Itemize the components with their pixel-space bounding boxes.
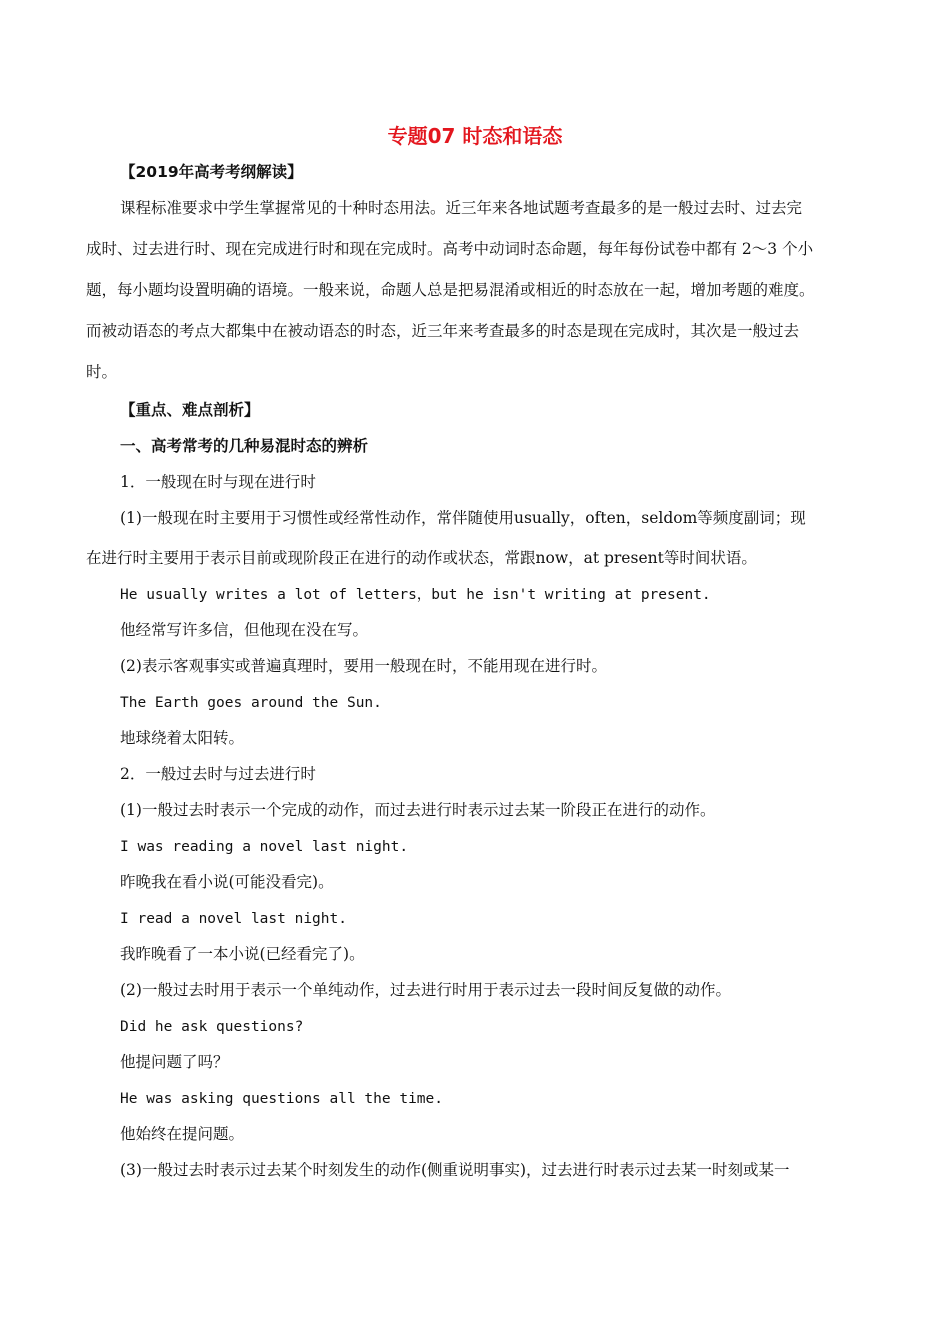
item1-rule1-line1: (1)一般现在时主要用于习惯性或经常性动作，常伴随使用usually，often，seldom等频度副词；现 xyxy=(120,509,806,527)
item2-rule1: (1)一般过去时表示一个完成的动作，而过去进行时表示过去某一阶段正在进行的动作。 xyxy=(120,801,716,819)
paragraph-line: 而被动语态的考点大都集中在被动语态的时态，近三年来考查最多的时态是现在完成时，其次是一般过去 xyxy=(86,322,800,340)
item1-example2-english: The Earth goes around the Sun. xyxy=(120,695,382,711)
item1-example1-chinese: 他经常写许多信，但他现在没在写。 xyxy=(120,621,369,639)
item2-example4-english: He was asking questions all the time. xyxy=(120,1091,444,1107)
paragraph-line: 时。 xyxy=(86,363,118,381)
keypoints-heading: 【重点、难点剖析】 xyxy=(120,401,260,419)
item2-example4-chinese: 他始终在提问题。 xyxy=(120,1125,245,1143)
item1-rule1-line2: 在进行时主要用于表示目前或现阶段正在进行的动作或状态，常跟now，at present等时间状语。 xyxy=(86,549,757,567)
item2-example2-chinese: 我昨晚看了一本小说(已经看完了)。 xyxy=(120,945,365,963)
document-title: 专题07 时态和语态 xyxy=(387,124,563,148)
syllabus-paragraph xyxy=(86,188,866,393)
item2-example3-english: Did he ask questions? xyxy=(120,1019,304,1035)
item2-rule2: (2)一般过去时用于表示一个单纯动作，过去进行时用于表示过去一段时间反复做的动作。 xyxy=(120,981,731,999)
item2-example1-chinese: 昨晚我在看小说(可能没看完)。 xyxy=(120,873,334,891)
item2-heading: 2．一般过去时与过去进行时 xyxy=(120,765,316,783)
item2-example1-english: I was reading a novel last night. xyxy=(120,839,409,855)
paragraph-line: 成时、过去进行时、现在完成进行时和现在完成时。高考中动词时态命题，每年每份试卷中都有 2～3 个小 xyxy=(86,240,814,258)
paragraph-line: 课程标准要求中学生掌握常见的十种时态用法。近三年来各地试题考查最多的是一般过去时、过去完 xyxy=(120,199,803,217)
syllabus-heading: 【2019年高考考纲解读】 xyxy=(120,163,303,181)
item1-example2-chinese: 地球绕着太阳转。 xyxy=(120,729,245,747)
item2-example2-english: I read a novel last night. xyxy=(120,911,347,927)
item1-example1-english: He usually writes a lot of letters，but he isn't writing at present. xyxy=(120,587,711,603)
item1-rule2: (2)表示客观事实或普遍真理时，要用一般现在时，不能用现在进行时。 xyxy=(120,657,607,675)
item2-rule3: (3)一般过去时表示过去某个时刻发生的动作(侧重说明事实)，过去进行时表示过去某一时刻或某一 xyxy=(120,1161,790,1179)
item2-example3-chinese: 他提问题了吗？ xyxy=(120,1053,229,1071)
paragraph-line: 题，每小题均设置明确的语境。一般来说，命题人总是把易混淆或相近的时态放在一起，增加考题的难度。 xyxy=(86,281,815,299)
keypoints-subheading: 一、高考常考的几种易混时态的辨析 xyxy=(120,437,369,455)
item1-heading: 1．一般现在时与现在进行时 xyxy=(120,473,316,491)
